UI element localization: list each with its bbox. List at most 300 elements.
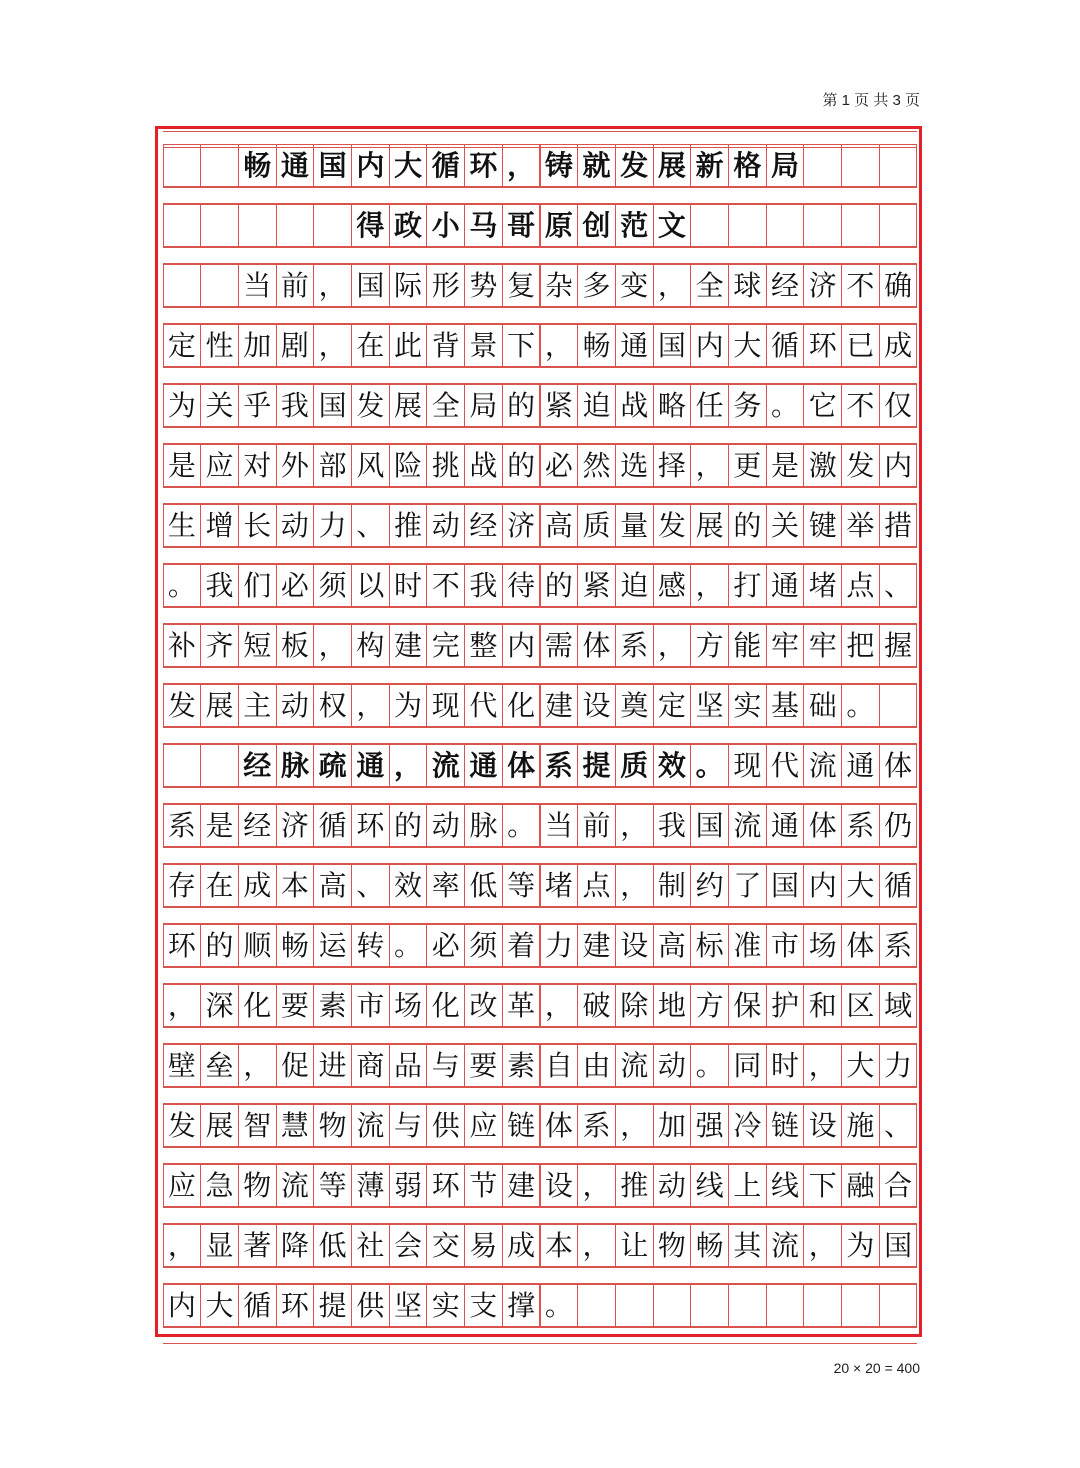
grid-cell: 循 [313,804,352,847]
grid-cell: 通 [276,144,315,187]
grid-cell: 然 [577,444,616,487]
grid-cell: 通 [615,324,654,367]
grid-cell: ， [653,264,692,307]
grid-cell: 挑 [426,444,465,487]
grid-cell: 全 [690,264,729,307]
grid-cell [200,264,239,307]
grid-gap-strip [163,607,917,624]
grid-cell: 需 [540,624,579,667]
grid-cell: ， [803,1224,842,1267]
grid-cell: 高 [653,924,692,967]
grid-cell: 。 [389,924,428,967]
grid-cell [841,1284,880,1327]
grid-cell: 质 [577,504,616,547]
grid-cell: 大 [728,324,767,367]
grid-cell: 经 [766,264,805,307]
grid-gap-strip [163,307,917,324]
grid-cell: 发 [653,504,692,547]
grid-gap-strip [163,787,917,804]
grid-cell: 战 [615,384,654,427]
grid-cell: 确 [879,264,918,307]
grid-cell: 化 [238,984,277,1027]
grid-cell: 剧 [276,324,315,367]
grid-cell [879,204,918,247]
grid-cell: 仅 [879,384,918,427]
grid-cell: 背 [426,324,465,367]
grid-cell: 成 [238,864,277,907]
grid-cell: 以 [351,564,390,607]
grid-cell: 复 [502,264,541,307]
grid-cell [163,264,202,307]
grid-cell: 内 [690,324,729,367]
grid-cell: 必 [426,924,465,967]
grid-cell: 代 [464,684,503,727]
grid-cell: 急 [200,1164,239,1207]
grid-cell [163,744,202,787]
grid-cell: 除 [615,984,654,1027]
grid-cell: 应 [464,1104,503,1147]
grid-cell: 部 [313,444,352,487]
grid-cell: 施 [841,1104,880,1147]
grid-cell: 由 [577,1044,616,1087]
grid-paper [163,131,917,1333]
grid-cell: 循 [238,1284,277,1327]
grid-cell: 、 [351,864,390,907]
grid-cell: 势 [464,264,503,307]
grid-cell: 、 [879,1104,918,1147]
grid-cell: ， [540,984,579,1027]
grid-cell: 发 [351,384,390,427]
grid-cell: 就 [577,144,616,187]
grid-cell: 发 [163,684,202,727]
grid-cell: 板 [276,624,315,667]
grid-cell: 、 [351,504,390,547]
grid-cell: 在 [200,864,239,907]
grid-cell [615,1284,654,1327]
grid-cell: 关 [200,384,239,427]
grid-cell: 是 [200,804,239,847]
grid-cell [879,144,918,187]
grid-cell [690,1284,729,1327]
grid-cell: 链 [502,1104,541,1147]
grid-cell: 多 [577,264,616,307]
grid-cell: ， [577,1224,616,1267]
grid-cell: 加 [653,1104,692,1147]
grid-cell: 效 [389,864,428,907]
grid-cell [879,1284,918,1327]
grid-cell: 形 [426,264,465,307]
grid-cell: 文 [653,204,692,247]
grid-cell: 等 [502,864,541,907]
grid-cell: 经 [238,744,277,787]
grid-row [163,864,917,907]
grid-cell [163,204,202,247]
grid-cell: 流 [766,1224,805,1267]
grid-cell: 下 [502,324,541,367]
grid-cell: 品 [389,1044,428,1087]
grid-cell: 牢 [803,624,842,667]
grid-row [163,384,917,427]
grid-cell: 现 [426,684,465,727]
grid-cell: ， [615,1104,654,1147]
grid-cell: ， [540,324,579,367]
grid-cell: 点 [577,864,616,907]
grid-cell: 前 [577,804,616,847]
grid-cell: 景 [464,324,503,367]
grid-cell: 的 [502,384,541,427]
grid-cell: 供 [351,1284,390,1327]
grid-cell: 循 [879,864,918,907]
grid-cell: 加 [238,324,277,367]
grid-cell: 方 [690,984,729,1027]
grid-cell: 我 [200,564,239,607]
grid-cell: 深 [200,984,239,1027]
grid-cell: 风 [351,444,390,487]
grid-cell: 政 [389,204,428,247]
grid-cell: 是 [766,444,805,487]
grid-cell: 系 [577,1104,616,1147]
grid-cell: 畅 [276,924,315,967]
grid-cell: 成 [879,324,918,367]
grid-cell: 效 [653,744,692,787]
grid-cell: 强 [690,1104,729,1147]
grid-cell: 内 [163,1284,202,1327]
grid-cell: ， [238,1044,277,1087]
grid-cell: 量 [615,504,654,547]
grid-cell: 。 [690,1044,729,1087]
grid-cell: 力 [313,504,352,547]
grid-cell: 。 [163,564,202,607]
grid-cell: 经 [238,804,277,847]
grid-cell: 素 [313,984,352,1027]
grid-cell: 展 [200,1104,239,1147]
grid-cell: 济 [803,264,842,307]
grid-cell: 支 [464,1284,503,1327]
grid-cell: 运 [313,924,352,967]
grid-cell: 进 [313,1044,352,1087]
grid-cell: 高 [313,864,352,907]
grid-cell: 让 [615,1224,654,1267]
grid-cell: 促 [276,1044,315,1087]
grid-cell: 应 [200,444,239,487]
grid-gap-strip [163,247,917,264]
grid-row [163,804,917,847]
grid-cell: ， [313,324,352,367]
grid-cell: 当 [540,804,579,847]
grid-cell: 当 [238,264,277,307]
grid-gap-strip [163,1087,917,1104]
grid-cell: 动 [426,504,465,547]
grid-cell: 前 [276,264,315,307]
grid-cell: 应 [163,1164,202,1207]
grid-cell: 的 [540,564,579,607]
grid-cell: 新 [690,144,729,187]
grid-cell: 仍 [879,804,918,847]
grid-cell: 国 [653,324,692,367]
grid-cell: 点 [841,564,880,607]
grid-cell: 力 [879,1044,918,1087]
grid-cell: 时 [766,1044,805,1087]
grid-cell [766,204,805,247]
grid-cell: 国 [879,1224,918,1267]
grid-cell: 准 [728,924,767,967]
grid-cell: 代 [766,744,805,787]
grid-cell: 础 [803,684,842,727]
grid-row [163,984,917,1027]
grid-cell: 同 [728,1044,767,1087]
grid-cell [163,144,202,187]
grid-cell: 要 [464,1044,503,1087]
grid-cell: 市 [351,984,390,1027]
grid-gap-strip [163,367,917,384]
grid-cell: 化 [426,984,465,1027]
grid-cell: 场 [803,924,842,967]
grid-cell: 不 [841,384,880,427]
grid-cell: 标 [690,924,729,967]
grid-cell: 系 [879,924,918,967]
grid-cell: 流 [351,1104,390,1147]
grid-cell: 举 [841,504,880,547]
grid-cell [803,144,842,187]
grid-cell: 得 [351,204,390,247]
grid-cell: 保 [728,984,767,1027]
grid-cell: 动 [653,1044,692,1087]
grid-cell: 我 [653,804,692,847]
grid-cell: 系 [540,744,579,787]
grid-cell: 通 [464,744,503,787]
grid-cell [653,1284,692,1327]
grid-gap-strip [163,727,917,744]
grid-cell: 必 [276,564,315,607]
grid-cell: 局 [464,384,503,427]
grid-cell: 流 [276,1164,315,1207]
grid-row [163,264,917,307]
grid-row [163,924,917,967]
grid-cell: 杂 [540,264,579,307]
grid-cell: 展 [200,684,239,727]
grid-cell: 济 [502,504,541,547]
grid-cell: 推 [389,504,428,547]
grid-cell: 国 [351,264,390,307]
grid-cell: 小 [426,204,465,247]
grid-cell: 必 [540,444,579,487]
grid-cell: 脉 [276,744,315,787]
grid-cell: 环 [163,924,202,967]
grid-row [163,1224,917,1267]
grid-cell: 力 [540,924,579,967]
grid-cell: 线 [690,1164,729,1207]
grid-cell: 国 [690,804,729,847]
grid-cell: 易 [464,1224,503,1267]
grid-cell: 革 [502,984,541,1027]
grid-cell: 激 [803,444,842,487]
grid-cell: 方 [690,624,729,667]
grid-cell: 握 [879,624,918,667]
grid-gap-strip [163,907,917,924]
grid-cell: ， [615,804,654,847]
grid-row [163,324,917,367]
grid-cell: 改 [464,984,503,1027]
grid-cell: 提 [313,1284,352,1327]
grid-cell: 已 [841,324,880,367]
grid-cell: 此 [389,324,428,367]
grid-cell: 畅 [577,324,616,367]
grid-row [163,1044,917,1087]
grid-cell: ， [313,624,352,667]
grid-cell: ， [653,624,692,667]
grid-row [163,1104,917,1147]
grid-cell: 存 [163,864,202,907]
grid-cell: ， [351,684,390,727]
grid-cell: 地 [653,984,692,1027]
grid-cell: 大 [841,864,880,907]
grid-cell: 自 [540,1044,579,1087]
grid-cell: 系 [841,804,880,847]
grid-cell: 感 [653,564,692,607]
grid-cell: 的 [200,924,239,967]
grid-cell: 动 [276,684,315,727]
grid-cell: 铸 [540,144,579,187]
grid-cell: 壁 [163,1044,202,1087]
grid-cell: ， [803,1044,842,1087]
grid-cell: 展 [389,384,428,427]
grid-cell: ， [690,564,729,607]
grid-cell: 不 [426,564,465,607]
grid-row [163,564,917,607]
grid-cell: 素 [502,1044,541,1087]
grid-cell: 推 [615,1164,654,1207]
grid-cell: 的 [502,444,541,487]
grid-cell: 现 [728,744,767,787]
grid-gap-strip [163,1267,917,1284]
grid-cell: 变 [615,264,654,307]
grid-cell [577,1284,616,1327]
grid-cell: 坚 [389,1284,428,1327]
grid-cell: 薄 [351,1164,390,1207]
grid-cell: 发 [841,444,880,487]
grid-cell: 约 [690,864,729,907]
grid-cell: 建 [577,924,616,967]
grid-cell: 疏 [313,744,352,787]
grid-cell: 措 [879,504,918,547]
grid-cell: 场 [389,984,428,1027]
grid-cell: 通 [841,744,880,787]
grid-cell: 实 [426,1284,465,1327]
grid-cell: 与 [389,1104,428,1147]
grid-cell: 会 [389,1224,428,1267]
grid-row [163,504,917,547]
grid-cell: 对 [238,444,277,487]
grid-cell: 冷 [728,1104,767,1147]
grid-row [163,624,917,667]
grid-cell: 其 [728,1224,767,1267]
grid-cell [200,144,239,187]
grid-cell: ， [615,864,654,907]
grid-cell: 须 [464,924,503,967]
grid-cell: 乎 [238,384,277,427]
grid-cell: 国 [313,384,352,427]
grid-cell: 畅 [690,1224,729,1267]
grid-cell: 外 [276,444,315,487]
grid-cell: 畅 [238,144,277,187]
grid-cell: 高 [540,504,579,547]
grid-cell: 发 [163,1104,202,1147]
grid-cell: 原 [540,204,579,247]
grid-cell: 待 [502,564,541,607]
grid-cell: 们 [238,564,277,607]
grid-cell: 任 [690,384,729,427]
grid-cell: 迫 [577,384,616,427]
grid-cell: 的 [389,804,428,847]
grid-cell: 关 [766,504,805,547]
grid-cell: 物 [313,1104,352,1147]
grid-cell: 国 [313,144,352,187]
grid-cell: 体 [540,1104,579,1147]
grid-cell: 迫 [615,564,654,607]
grid-cell: 定 [163,324,202,367]
grid-cell: 交 [426,1224,465,1267]
grid-cell: 在 [351,324,390,367]
grid-cell: 体 [879,744,918,787]
grid-cell: 它 [803,384,842,427]
grid-cell: 、 [879,564,918,607]
grid-gap-strip [163,847,917,864]
grid-cell: 生 [163,504,202,547]
grid-cell [841,144,880,187]
grid-cell: 。 [540,1284,579,1327]
grid-cell: 了 [728,864,767,907]
grid-cell: 要 [276,984,315,1027]
grid-cell: 建 [540,684,579,727]
grid-cell: 慧 [276,1104,315,1147]
grid-row [163,1164,917,1207]
grid-cell: 大 [841,1044,880,1087]
grid-cell: 垒 [200,1044,239,1087]
grid-cell: 把 [841,624,880,667]
grid-cell: 撑 [502,1284,541,1327]
grid-cell: 区 [841,984,880,1027]
grid-cell: 。 [502,804,541,847]
grid-cell [803,204,842,247]
grid-cell: 流 [615,1044,654,1087]
grid-cell: 著 [238,1224,277,1267]
grid-cell: 为 [841,1224,880,1267]
grid-cell: 格 [728,144,767,187]
grid-cell: 智 [238,1104,277,1147]
grid-cell: 内 [803,864,842,907]
grid-cell: 本 [540,1224,579,1267]
grid-cell: 系 [163,804,202,847]
grid-cell: 通 [351,744,390,787]
grid-cell: 物 [238,1164,277,1207]
grid-cell [728,204,767,247]
grid-cell: 通 [766,804,805,847]
grid-cell: 球 [728,264,767,307]
grid-cell: 质 [615,744,654,787]
grid-cell: 动 [653,1164,692,1207]
grid-cell: 提 [577,744,616,787]
grid-cell: 险 [389,444,428,487]
grid-gap-strip [163,487,917,504]
grid-cell: 显 [200,1224,239,1267]
grid-cell: 体 [841,924,880,967]
grid-cell: 线 [766,1164,805,1207]
grid-cell: 系 [615,624,654,667]
grid-cell: ， [577,1164,616,1207]
grid-cell: 制 [653,864,692,907]
grid-cell: 实 [728,684,767,727]
grid-row [163,684,917,727]
